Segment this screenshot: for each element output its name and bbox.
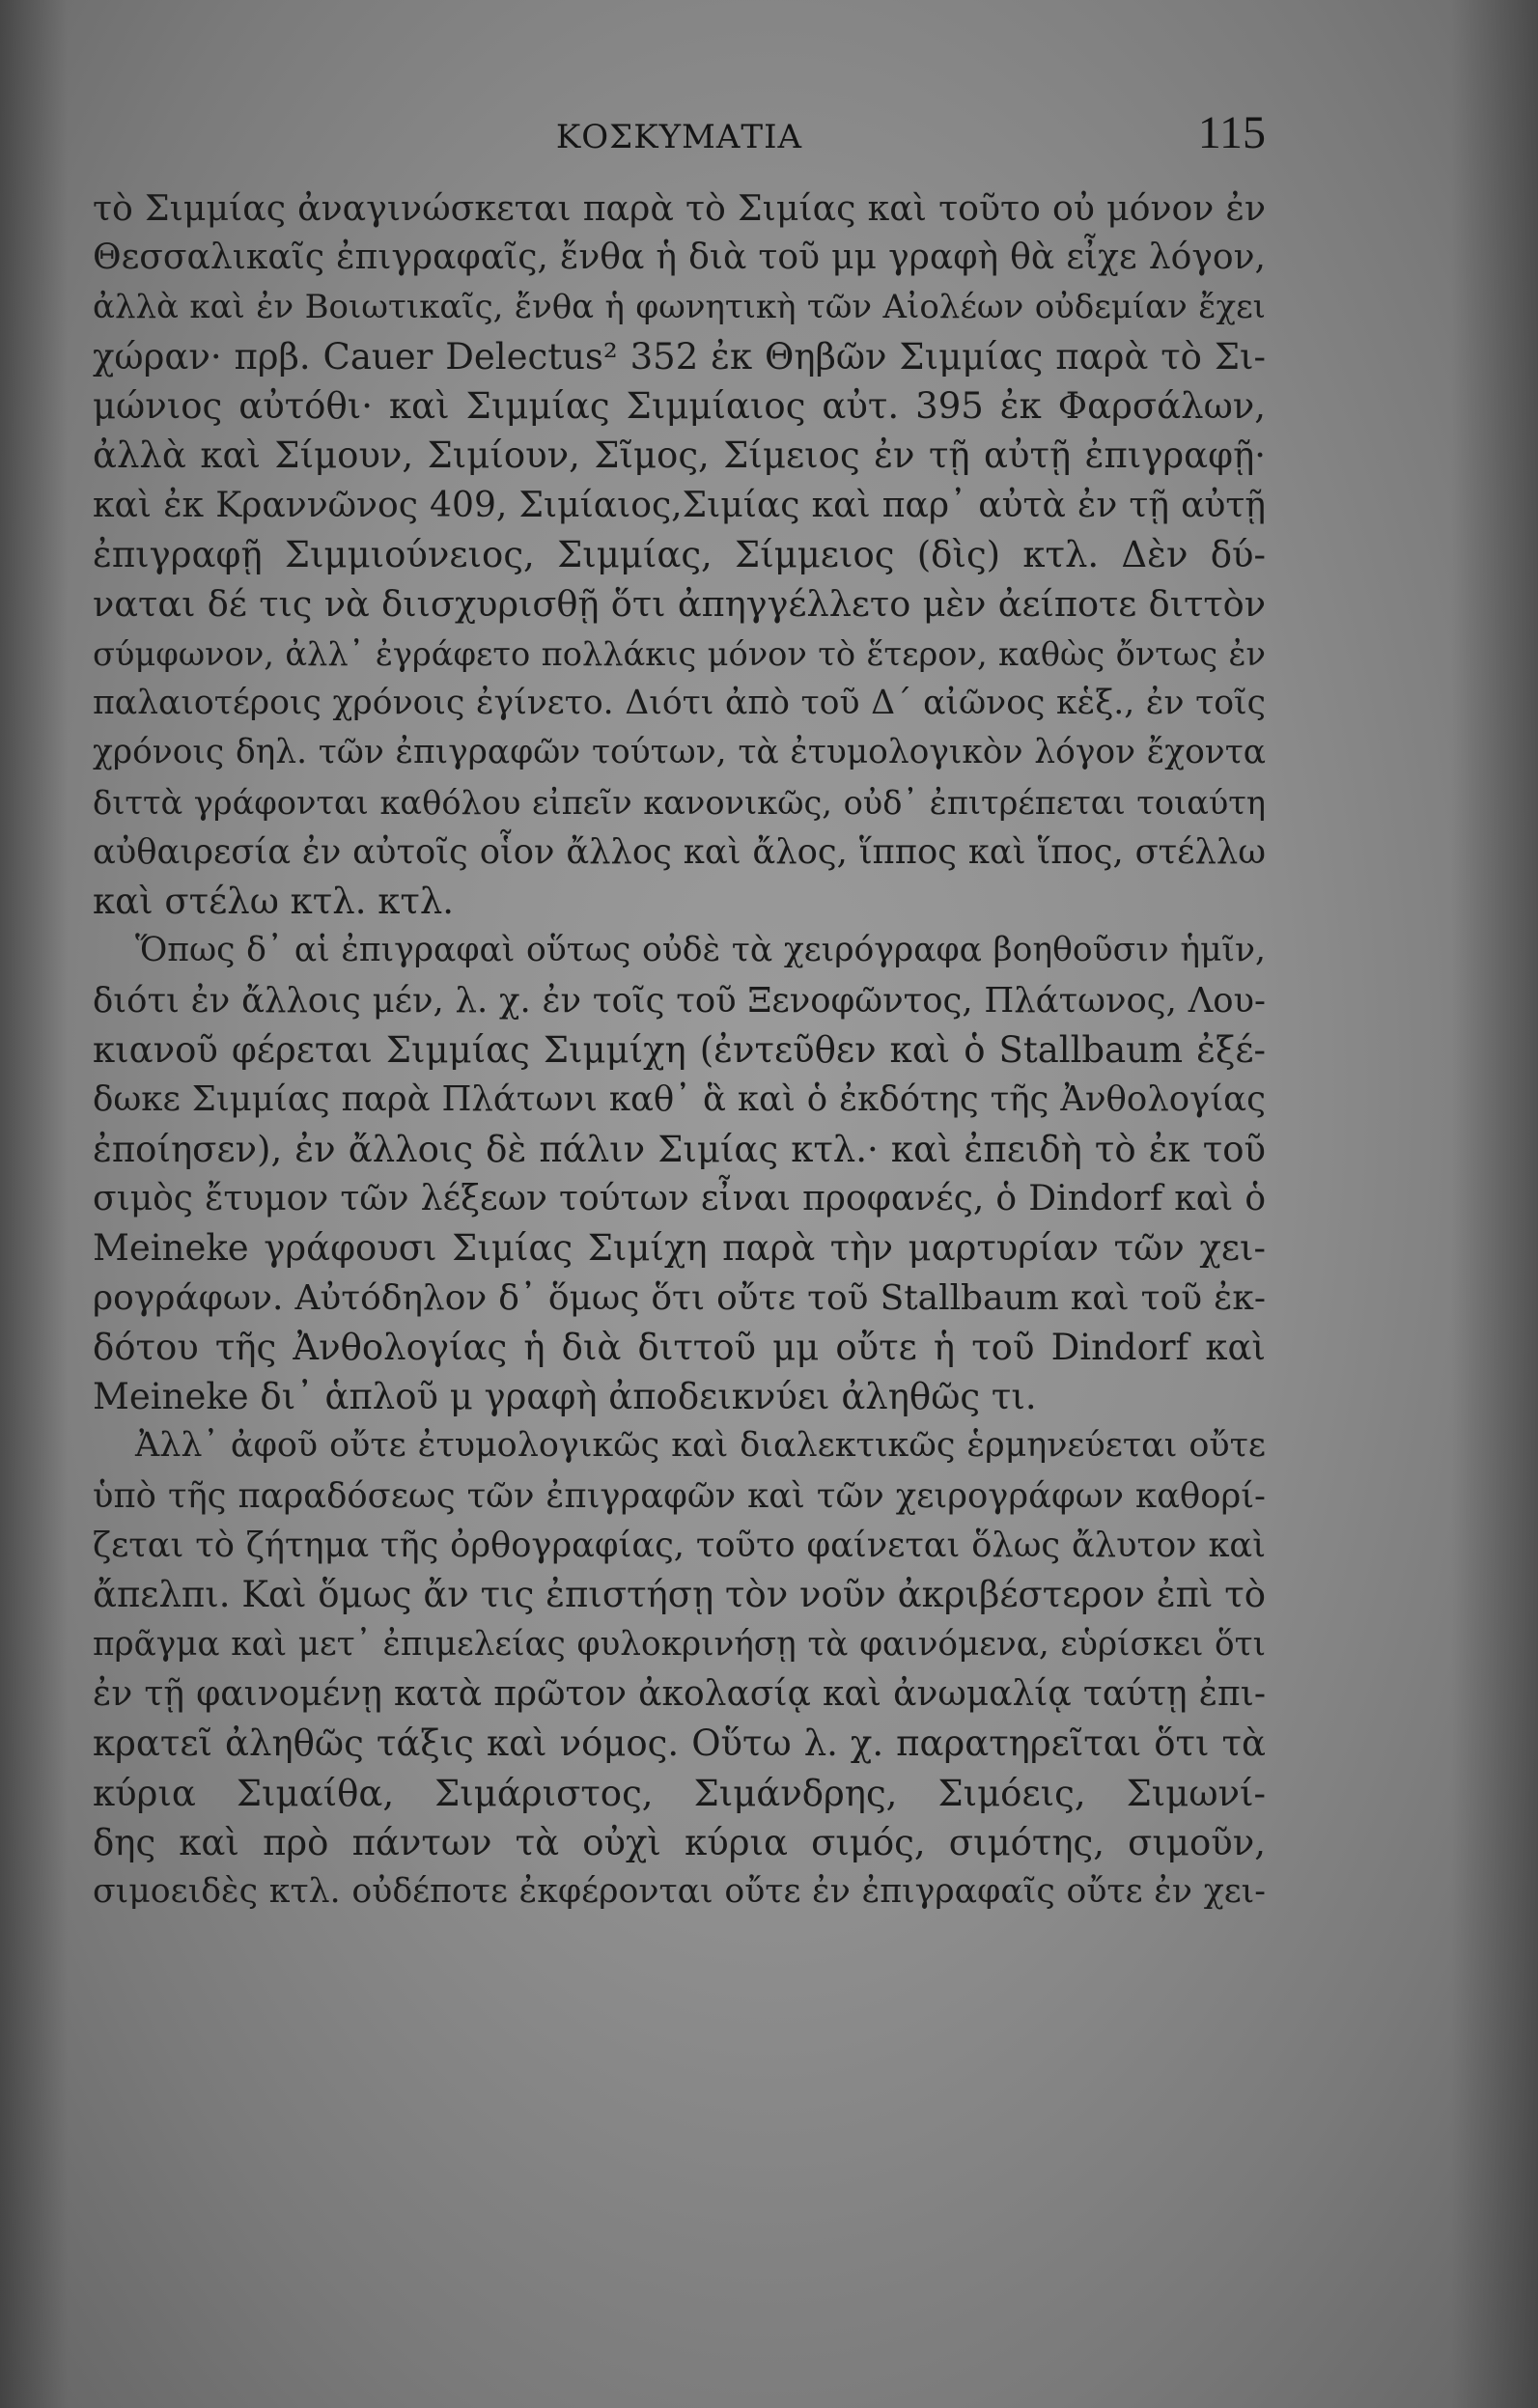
text-line: τὸ Σιμμίας ἀναγινώσκεται παρὰ τὸ Σιμίας καὶ τοῦτο οὐ μόνον ἐν — [93, 187, 1266, 229]
text-line: κρατεῖ ἀληθῶς τάξις καὶ νόμος. Οὕτω λ. χ. παρατηρεῖται ὅτι τὰ — [93, 1722, 1266, 1765]
text-line: ἀλλὰ καὶ Σίμουν, Σιμίουν, Σῖμος, Σίμειος ἐν τῇ αὐτῇ ἐπιγραφῇ· — [93, 434, 1266, 477]
running-title: ΚΟΣΚΥΜΑΤΙΑ — [555, 118, 803, 156]
text-line: παλαιοτέροις χρόνοις ἐγίνετο. Διότι ἀπὸ τοῦ Δ΄ αἰῶνος κἑξ., ἐν τοῖς — [93, 683, 1266, 722]
text-line: χώραν· πρβ. Cauer Delectus² 352 ἐκ Θηβῶν Σιμμίας παρὰ τὸ Σι- — [93, 335, 1266, 378]
text-line: ζεται τὸ ζήτημα τῆς ὀρθογραφίας, τοῦτο φαίνεται ὅλως ἄλυτον καὶ — [93, 1526, 1266, 1566]
text-line: κύρια Σιμαίθα, Σιμάριστος, Σιμάνδρης, Σιμόεις, Σιμωνί- — [93, 1772, 1266, 1814]
text-line: καὶ ἐκ Κραννῶνος 409, Σιμίαιος,Σιμίας καὶ παρ᾽ αὐτὰ ἐν τῇ αὐτῇ — [93, 484, 1266, 525]
page-header — [93, 106, 1266, 164]
text-line: ἀλλὰ καὶ ἐν Βοιωτικαῖς, ἔνθα ἡ φωνητικὴ τῶν Αἰολέων οὐδεμίαν ἔχει — [93, 287, 1266, 326]
body-text — [93, 183, 1266, 1917]
right-edge-shadow — [1451, 0, 1538, 2408]
text-line: ρογράφων. Αὐτόδηλον δ᾽ ὅμως ὅτι οὔτε τοῦ Stallbaum καὶ τοῦ ἐκ- — [93, 1277, 1266, 1318]
text-line: δης καὶ πρὸ πάντων τὰ οὐχὶ κύρια σιμός, σιμότης, σιμοῦν, — [93, 1821, 1266, 1863]
text-line: δότου τῆς Ἀνθολογίας ἡ διὰ διττοῦ μμ οὔτε ἡ τοῦ Dindorf καὶ — [93, 1326, 1266, 1368]
text-line: Meineke γράφουσι Σιμίας Σιμίχη παρὰ τὴν μαρτυρίαν τῶν χει- — [93, 1227, 1266, 1270]
text-line: διττὰ γράφονται καθόλου εἰπεῖν κανονικῶς, οὐδ᾽ ἐπιτρέπεται τοιαύτη — [93, 783, 1266, 822]
text-line: διότι ἐν ἄλλοις μέν, λ. χ. ἐν τοῖς τοῦ Ξενοφῶντος, Πλάτωνος, Λου- — [93, 980, 1266, 1021]
text-line: ἐποίησεν), ἐν ἄλλοις δὲ πάλιν Σιμίας κτλ.· καὶ ἐπειδὴ τὸ ἐκ τοῦ — [93, 1128, 1266, 1170]
text-line: σιμὸς ἔτυμον τῶν λέξεων τούτων εἶναι προφανές, ὁ Dindorf καὶ ὁ — [93, 1178, 1266, 1218]
page-number: 115 — [1197, 107, 1266, 158]
text-line: Θεσσαλικαῖς ἐπιγραφαῖς, ἔνθα ἡ διὰ τοῦ μμ γραφὴ θὰ εἶχε λόγον, — [93, 237, 1266, 278]
text-line: κιανοῦ φέρεται Σιμμίας Σιμμίχη (ἐντεῦθεν καὶ ὁ Stallbaum ἐξέ- — [93, 1029, 1266, 1072]
text-line: Ἀλλ᾽ ἀφοῦ οὔτε ἐτυμολογικῶς καὶ διαλεκτικῶς ἑρμηνεύεται οὔτε — [135, 1426, 1266, 1466]
text-line: ναται δέ τις νὰ διισχυρισθῇ ὅτι ἀπηγγέλλετο μὲν ἀείποτε διττὸν — [93, 583, 1266, 626]
text-line: Ὅπως δ᾽ αἱ ἐπιγραφαὶ οὕτως οὐδὲ τὰ χειρόγραφα βοηθοῦσιν ἡμῖν, — [135, 931, 1266, 970]
text-line: χρόνοις δηλ. τῶν ἐπιγραφῶν τούτων, τὰ ἐτυμολογικὸν λόγον ἔχοντα — [93, 733, 1266, 772]
text-line: δωκε Σιμμίας παρὰ Πλάτωνι καθ᾽ ἃ καὶ ὁ ἐκδότης τῆς Ἀνθολογίας — [93, 1079, 1266, 1120]
text-line: Meineke δι᾽ ἁπλοῦ μ γραφὴ ἀποδεικνύει ἀληθῶς τι. — [93, 1376, 1037, 1418]
text-line: ἄπελπι. Καὶ ὅμως ἄν τις ἐπιστήσῃ τὸν νοῦν ἀκριβέστερον ἐπὶ τὸ — [93, 1574, 1266, 1616]
text-line: μώνιος αὐτόθι· καὶ Σιμμίας Σιμμίαιος αὐτ. 395 ἐκ Φαρσάλων, — [93, 385, 1266, 428]
text-line: ὑπὸ τῆς παραδόσεως τῶν ἐπιγραφῶν καὶ τῶν χειρογράφων καθορί- — [93, 1475, 1266, 1516]
text-line: ἐν τῇ φαινομένῃ κατὰ πρῶτον ἀκολασίᾳ καὶ ἀνωμαλίᾳ ταύτῃ ἐπι- — [93, 1673, 1266, 1714]
text-line: ἐπιγραφῇ Σιμμιούνειος, Σιμμίας, Σίμμειος (δὶς) κτλ. Δὲν δύ- — [93, 534, 1266, 576]
text-line: αὐθαιρεσία ἐν αὐτοῖς οἷον ἄλλος καὶ ἄλος, ἵππος καὶ ἵπος, στέλλω — [93, 831, 1266, 872]
text-line: πρᾶγμα καὶ μετ᾽ ἐπιμελείας φυλοκρινήσῃ τὰ φαινόμενα, εὑρίσκει ὅτι — [93, 1624, 1266, 1664]
text-line: σύμφωνον, ἀλλ᾽ ἐγράφετο πολλάκις μόνον τὸ ἕτερον, καθὼς ὄντως ἐν — [93, 634, 1266, 673]
left-edge-shadow — [0, 0, 68, 2408]
text-line: σιμοειδὲς κτλ. οὐδέποτε ἐκφέρονται οὔτε ἐν ἐπιγραφαῖς οὔτε ἐν χει- — [93, 1872, 1266, 1912]
text-line: καὶ στέλω κτλ. κτλ. — [93, 881, 455, 923]
